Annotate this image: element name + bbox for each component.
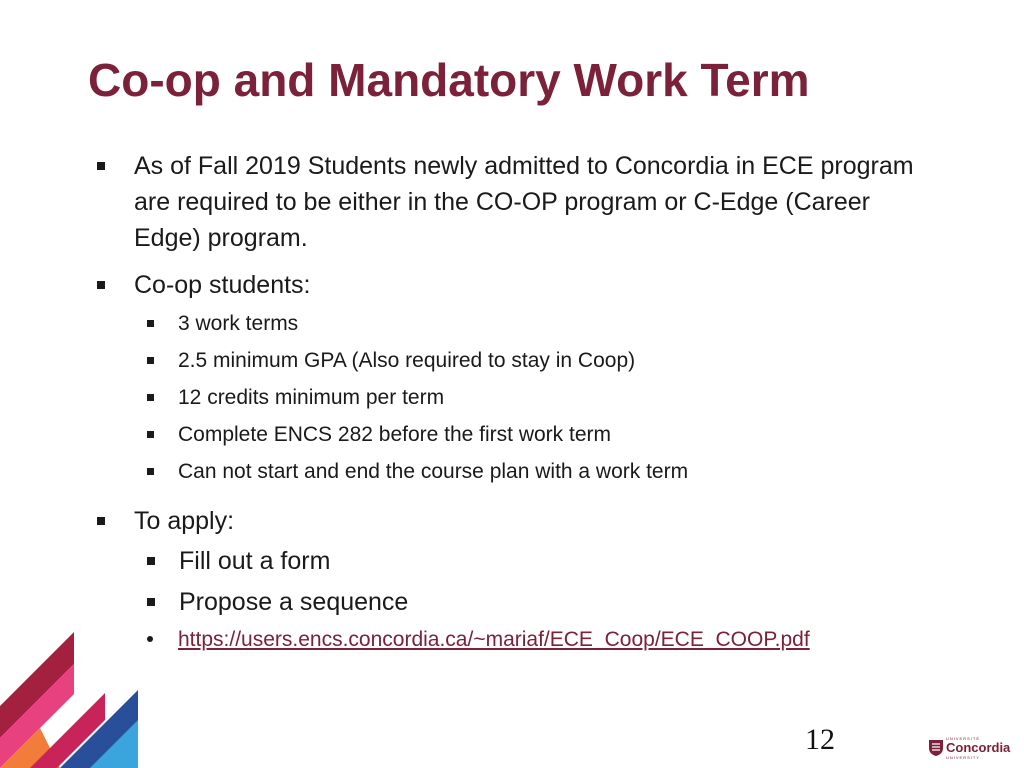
- bullet-apply-heading: [97, 503, 924, 539]
- apply-item: [147, 586, 408, 618]
- coop-item: [147, 384, 444, 411]
- coop-item-text: Complete ENCS 282 before the first work term: [178, 423, 612, 446]
- bullet-apply-heading-text: To apply:: [134, 507, 235, 535]
- square-bullet-icon: [147, 468, 154, 475]
- square-bullet-icon: [147, 557, 155, 565]
- coop-item: [147, 421, 611, 448]
- square-bullet-icon: [97, 281, 105, 289]
- coop-item: [147, 347, 635, 374]
- coop-item-text: 2.5 minimum GPA (Also required to stay in Coop): [178, 349, 636, 372]
- logo-university-label: UNIVERSITÉ: [946, 736, 981, 741]
- ece-coop-pdf-link[interactable]: https://users.encs.concordia.ca/~mariaf/ECE_Coop/ECE_COOP.pdf: [178, 628, 810, 651]
- square-bullet-icon: [147, 357, 154, 364]
- bullet-intro-text: As of Fall 2019 Students newly admitted to Concordia in ECE program are required to be either in the CO-OP program or C-Edge (Career Edge) program.: [134, 152, 914, 252]
- square-bullet-icon: [97, 517, 105, 525]
- square-bullet-icon: [147, 431, 154, 438]
- bullet-coop-heading-text: Co-op students:: [134, 271, 311, 299]
- apply-link-item: [147, 626, 810, 653]
- square-bullet-icon: [147, 394, 154, 401]
- square-bullet-icon: [147, 598, 155, 606]
- logo-sublabel: UNIVERSITY: [946, 755, 981, 760]
- concordia-logo: [928, 736, 1010, 760]
- coop-item-text: Can not start and end the course plan with a work term: [178, 460, 689, 483]
- bullet-coop-heading: [97, 267, 924, 303]
- apply-item-text: Propose a sequence: [179, 588, 409, 616]
- apply-item-text: Fill out a form: [179, 547, 331, 575]
- bullet-intro: [97, 148, 924, 256]
- coop-item-text: 12 credits minimum per term: [178, 386, 445, 409]
- square-bullet-icon: [97, 162, 105, 170]
- apply-item: [147, 545, 330, 577]
- coop-item-text: 3 work terms: [178, 312, 299, 335]
- coop-item: [147, 310, 298, 337]
- page-number: 12: [805, 723, 835, 756]
- logo-name: Concordia: [946, 740, 1011, 755]
- round-bullet-icon: [147, 636, 153, 642]
- concordia-crest-icon: [928, 739, 944, 757]
- square-bullet-icon: [147, 320, 154, 327]
- coop-item: [147, 458, 688, 485]
- slide-title: Co-op and Mandatory Work Term: [88, 54, 810, 106]
